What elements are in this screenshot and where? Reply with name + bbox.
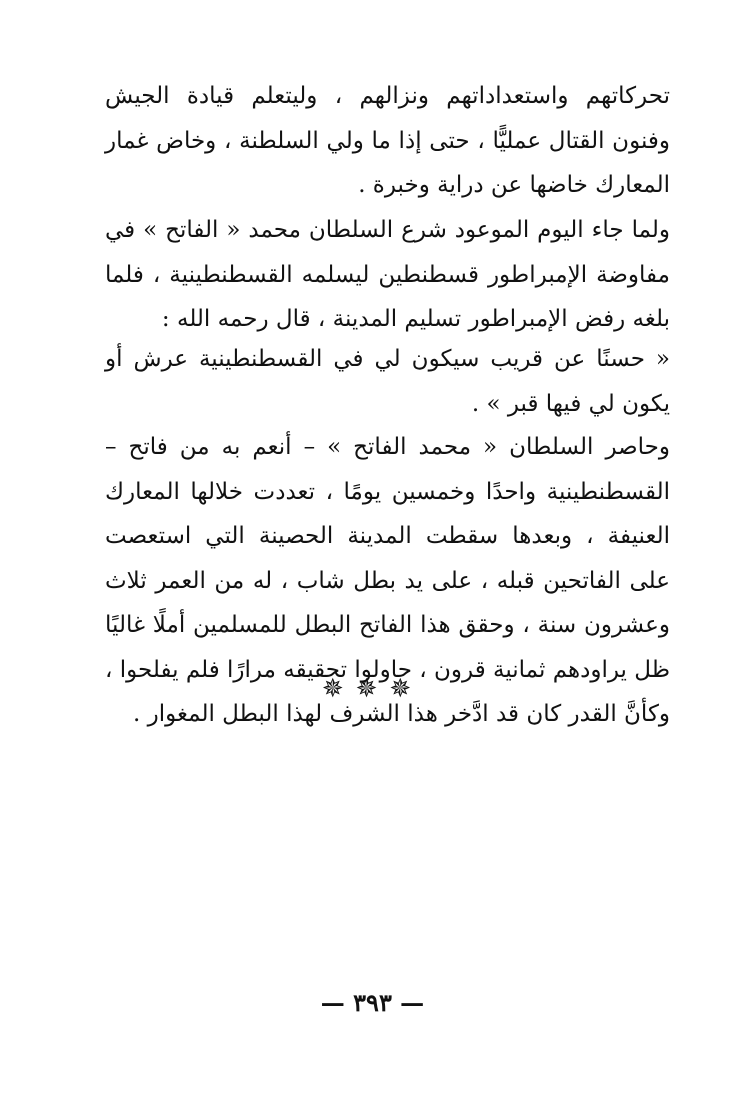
paragraph-4-text: وحاصر السلطان « محمد الفاتح » – أنعم به من فاتح – القسطنطينية واحدًا وخمسين يومًا ، تعددت خلالها المعارك العنيفة ، وبعدها سقطت المدينة الحصينة التي استعصت على الفاتحين قبله ، على يد بطل شاب ، له من العمر ثلاث وعشرون سنة ، وحقق هذا الفاتح البطل للمسلمين أملًا غاليًا ظل يراودهم ثمانية قرون ، حاولوا تحقيقه مرارًا فلم يفلحوا ، وكأنَّ القدر كان قد ادَّخر هذا الشرف لهذا البطل المغوار . [105, 434, 670, 727]
paragraph-1 [105, 74, 670, 208]
paragraph-2-text: ولما جاء اليوم الموعود شرع السلطان محمد « الفاتح » في مفاوضة الإمبراطور قسطنطين ليسلمه القسطنطينية ، فلما بلغه رفض الإمبراطور تسليم المدينة ، قال رحمه الله : [105, 217, 670, 332]
paragraph-3-quote [105, 337, 670, 426]
paragraph-2 [105, 208, 670, 342]
paragraph-3-text: « حسنًا عن قريب سيكون لي في القسطنطينية عرش أو يكون لي فيها قبر » . [105, 346, 670, 417]
section-divider-ornament: ✵✵✵ [321, 674, 424, 704]
paragraph-1-text: تحركاتهم واستعداداتهم ونزالهم ، وليتعلم قيادة الجيش وفنون القتال عمليًّا ، حتى إذا ما ولي السلطنة ، وخاض غمار المعارك خاضها عن دراية وخبرة . [105, 83, 670, 198]
page-number: — ٣٩٣ — [320, 988, 425, 1017]
